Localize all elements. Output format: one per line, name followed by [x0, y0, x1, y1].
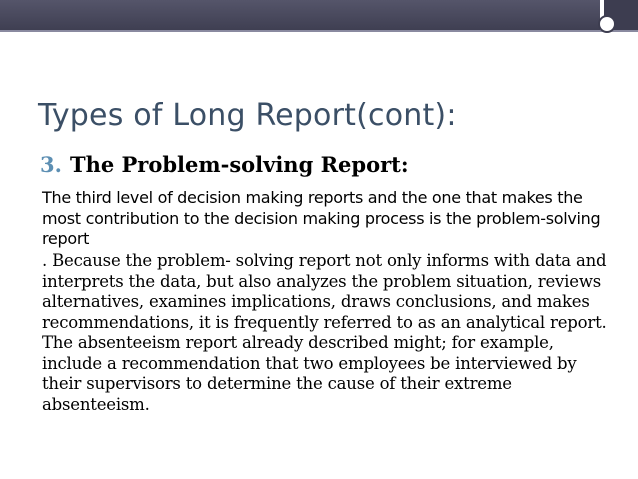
paragraph-detail: . Because the problem- solving report not only informs with data and interprets the data, but also analyzes the problem situation, reviews alternatives, examines implications, draws conclusions, and makes recommendations, it is frequently referred to as an analytical report. The absenteeism report already described might; for example, include a recommendation that two employees be interviewed by their supervisors to determine the cause of their extreme absenteeism. [42, 251, 607, 414]
section-heading: The Problem-solving Report: [69, 152, 409, 177]
section-heading-row [40, 152, 409, 177]
section-number: 3. [40, 152, 62, 177]
decorative-circle-icon [598, 15, 616, 33]
header-band [0, 0, 600, 30]
paragraph-intro: The third level of decision making reports and the one that makes the most contribution to the decision making process is the problem-solving report [42, 188, 601, 248]
header-rule [0, 30, 638, 32]
slide-title: Types of Long Report(cont): [38, 98, 457, 133]
